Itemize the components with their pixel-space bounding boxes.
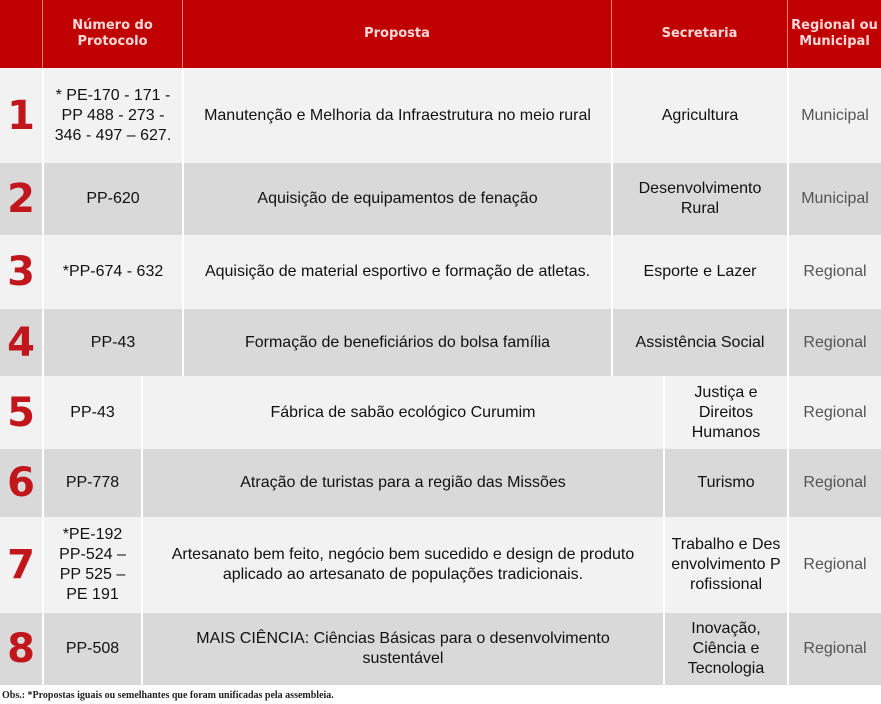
protocol-cell: PP-620 bbox=[42, 163, 182, 235]
table-row bbox=[0, 68, 881, 163]
table-row bbox=[0, 517, 881, 613]
protocol-cell: PP-508 bbox=[42, 613, 141, 685]
header-secretariat: Secretaria bbox=[611, 0, 787, 68]
row-number: 1 bbox=[7, 92, 35, 139]
scope-cell: Regional bbox=[787, 613, 881, 685]
header-protocol: Número do Protocolo bbox=[42, 0, 182, 68]
footnote: Obs.: *Propostas iguais ou semelhantes que foram unificadas pela assembleia. bbox=[2, 690, 334, 701]
scope-cell: Municipal bbox=[787, 163, 881, 235]
proposal-cell: Manutenção e Melhoria da Infraestrutura no meio rural bbox=[182, 68, 611, 163]
protocol-cell: *PE-192 PP-524 – PP 525 – PE 191 bbox=[42, 517, 141, 613]
secretariat-cell: Turismo bbox=[663, 449, 787, 517]
table-row bbox=[0, 376, 881, 449]
scope-cell: Regional bbox=[787, 517, 881, 613]
proposal-cell: Formação de beneficiários do bolsa família bbox=[182, 309, 611, 376]
proposal-cell: Aquisição de material esportivo e formação de atletas. bbox=[182, 235, 611, 309]
scope-cell: Regional bbox=[787, 235, 881, 309]
row-number: 6 bbox=[7, 460, 35, 506]
row-number: 2 bbox=[7, 176, 35, 222]
proposal-cell: Fábrica de sabão ecológico Curumim bbox=[141, 376, 663, 449]
header-scope: Regional ou Municipal bbox=[787, 0, 881, 68]
scope-cell: Regional bbox=[787, 449, 881, 517]
proposal-cell: Aquisição de equipamentos de fenação bbox=[182, 163, 611, 235]
scope-cell: Municipal bbox=[787, 68, 881, 163]
row-number: 4 bbox=[7, 319, 35, 366]
table-row bbox=[0, 163, 881, 235]
secretariat-cell: Esporte e Lazer bbox=[611, 235, 787, 309]
row-number: 8 bbox=[7, 626, 35, 672]
proposal-cell: Artesanato bem feito, negócio bem sucedido e design de produto aplicado ao artesanato de populações tradicionais. bbox=[141, 517, 663, 613]
secretariat-cell: Assistência Social bbox=[611, 309, 787, 376]
scope-cell: Regional bbox=[787, 376, 881, 449]
secretariat-cell: Inovação, Ciência e Tecnologia bbox=[663, 613, 787, 685]
protocol-cell: *PP-674 - 632 bbox=[42, 235, 182, 309]
scope-cell: Regional bbox=[787, 309, 881, 376]
proposal-cell: MAIS CIÊNCIA: Ciências Básicas para o desenvolvimento sustentável bbox=[141, 613, 663, 685]
protocol-cell: * PE-170 - 171 - PP 488 - 273 - 346 - 497 – 627. bbox=[42, 68, 182, 163]
header-proposal: Proposta bbox=[182, 0, 611, 68]
secretariat-cell: Agricultura bbox=[611, 68, 787, 163]
protocol-cell: PP-43 bbox=[42, 309, 182, 376]
row-number: 3 bbox=[7, 249, 35, 295]
secretariat-cell: Desenvolvimento Rural bbox=[611, 163, 787, 235]
table-row bbox=[0, 235, 881, 309]
proposal-cell: Atração de turistas para a região das Missões bbox=[141, 449, 663, 517]
table-row bbox=[0, 309, 881, 376]
secretariat-cell: Justiça e Direitos Humanos bbox=[663, 376, 787, 449]
row-number: 7 bbox=[7, 542, 35, 588]
row-number: 5 bbox=[7, 389, 35, 436]
secretariat-cell: Trabalho e Desenvolvimento Profissional bbox=[663, 517, 787, 613]
table-row bbox=[0, 449, 881, 517]
table-row bbox=[0, 613, 881, 685]
table-header bbox=[0, 0, 881, 68]
protocol-cell: PP-43 bbox=[42, 376, 141, 449]
protocol-cell: PP-778 bbox=[42, 449, 141, 517]
